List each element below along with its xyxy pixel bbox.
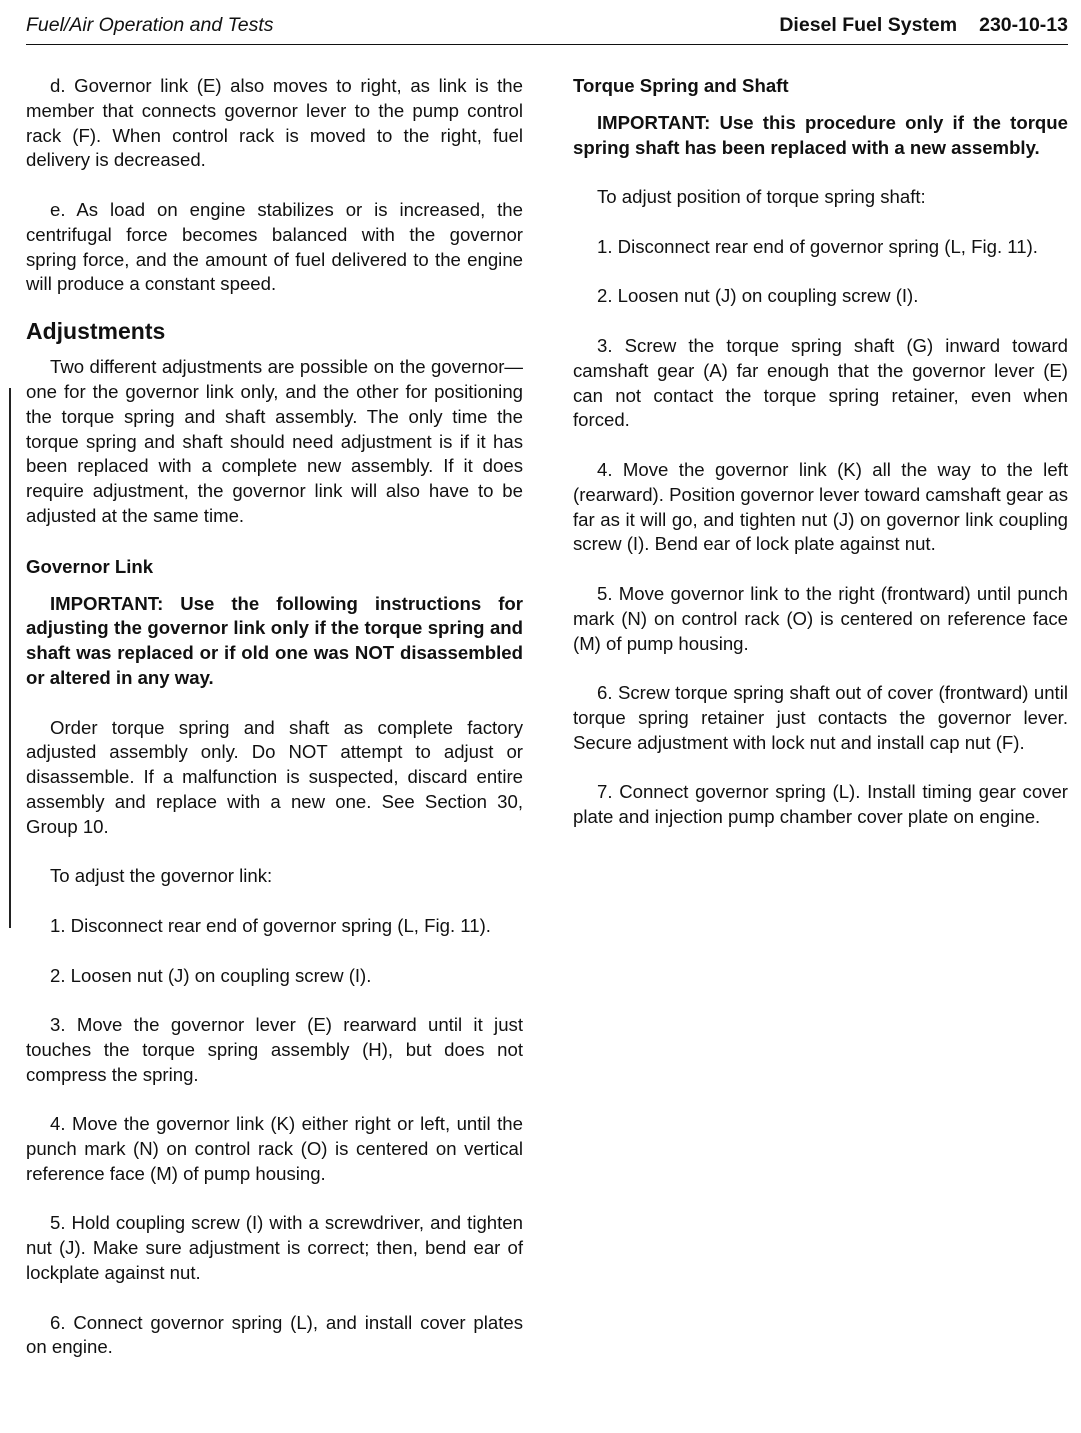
- torque-step: 5. Move governor link to the right (frontward) until punch mark (N) on control rack (O) is centered on reference face (M) of pump housing.: [573, 582, 1068, 654]
- governor-link-important: IMPORTANT: Use the following instructions for adjusting the governor link only if the torque spring and shaft was replaced or if old one was NOT disassembled or altered in any way.: [26, 592, 523, 688]
- revision-bar: [9, 388, 11, 928]
- governor-step: 6. Connect governor spring (L), and install cover plates on engine.: [26, 1311, 523, 1358]
- section-title: Fuel/Air Operation and Tests: [26, 14, 274, 36]
- left-column: [26, 74, 523, 1385]
- paragraph-e: e. As load on engine stabilizes or is increased, the centrifugal force becomes balanced with the governor spring force, and the amount of fuel delivered to the engine will produce a constant speed.: [26, 198, 523, 295]
- governor-step: 4. Move the governor link (K) either right or left, until the punch mark (N) on control rack (O) is centered on vertical reference face (M) of pump housing.: [26, 1113, 523, 1184]
- adjustments-heading: Adjustments: [26, 318, 166, 345]
- order-text: Order torque spring and shaft as complete factory adjusted assembly only. Do NOT attempt to adjust or disassemble. If a malfunction is suspected, discard entire assembly and replace with a new one. See Section 30, Group 10.: [26, 716, 523, 837]
- torque-step: 1. Disconnect rear end of governor spring (L, Fig. 11).: [597, 235, 1038, 257]
- to-adjust-torque-spring: To adjust position of torque spring shaft:: [597, 186, 926, 208]
- page-number: 230-10-13: [979, 14, 1068, 36]
- right-column: [573, 74, 1068, 855]
- torque-step: 2. Loosen nut (J) on coupling screw (I).: [597, 285, 919, 307]
- torque-step: 3. Screw the torque spring shaft (G) inward toward camshaft gear (A) far enough that the governor lever (E) can not contact the torque spring retainer, even when forced.: [573, 334, 1068, 431]
- governor-step: 2. Loosen nut (J) on coupling screw (I).: [50, 964, 372, 986]
- torque-step: 6. Screw torque spring shaft out of cover (frontward) until torque spring retainer just contacts the governor lever. Secure adjustment with lock nut and install cap nut (F).: [573, 682, 1068, 753]
- governor-step: 3. Move the governor lever (E) rearward until it just touches the torque spring assembly (H), but does not compress the spring.: [26, 1014, 523, 1085]
- governor-step: 5. Hold coupling screw (I) with a screwdriver, and tighten nut (J). Make sure adjustment is correct; then, bend ear of lockplate against nut.: [26, 1212, 523, 1284]
- governor-step: 1. Disconnect rear end of governor spring (L, Fig. 11).: [50, 914, 491, 936]
- system-title: Diesel Fuel System: [779, 14, 958, 36]
- header-right: [779, 14, 1068, 37]
- torque-spring-important: IMPORTANT: Use this procedure only if the torque spring shaft has been replaced with a new assembly.: [573, 111, 1068, 158]
- torque-step: 7. Connect governor spring (L). Install timing gear cover plate and injection pump chamber cover plate on engine.: [573, 781, 1068, 828]
- torque-spring-heading: Torque Spring and Shaft: [573, 75, 789, 96]
- governor-link-heading: Governor Link: [26, 555, 154, 577]
- adjustments-text: Two different adjustments are possible on the governor—one for the governor link only, and the other for positioning the torque spring and shaft assembly. The only time the torque spring and shaft should need adjustment is if it has been replaced with a complete new assembly. If it does require adjustment, the governor link will also have to be adjusted at the same time.: [26, 356, 523, 526]
- torque-step: 4. Move the governor link (K) all the way to the left (rearward). Position governor lever toward camshaft gear as far as it will go, and tighten nut (J) on governor link coupling screw (I). Bend ear of lock plate against nut.: [573, 458, 1069, 555]
- to-adjust-governor-link: To adjust the governor link:: [50, 865, 273, 887]
- page-header: [26, 14, 1068, 45]
- paragraph-d: d. Governor link (E) also moves to right, as link is the member that connects governor lever to the pump control rack (F). When control rack is moved to the right, fuel delivery is decreased.: [26, 75, 523, 171]
